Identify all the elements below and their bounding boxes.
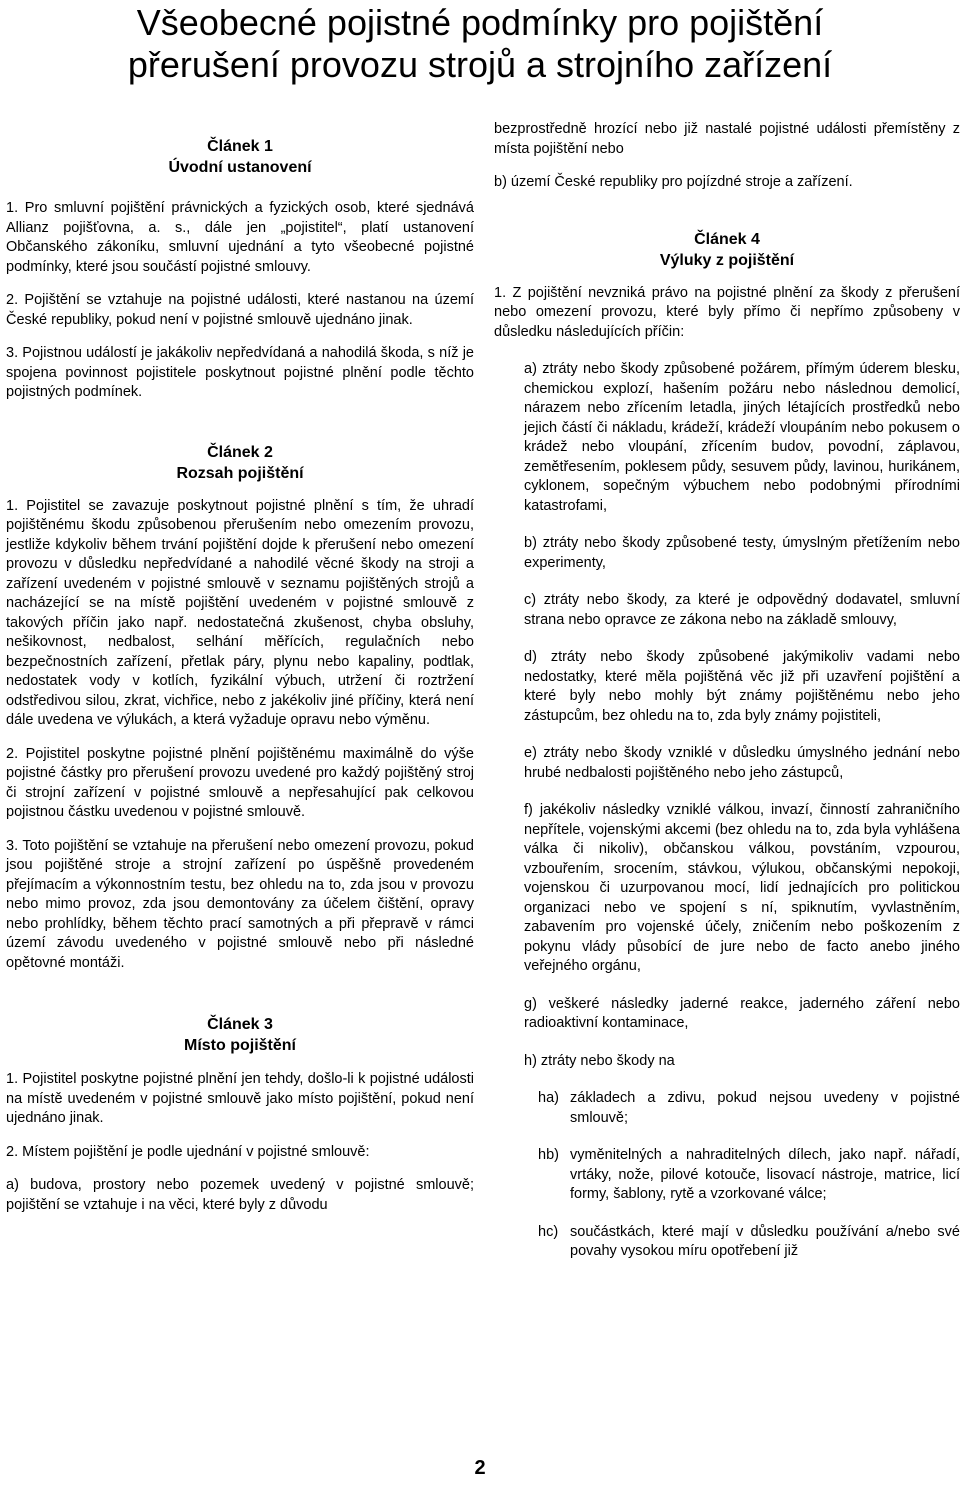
- article-3-item-b: b) území České republiky pro pojízdné stroje a zařízení.: [494, 174, 853, 190]
- article-2-name: Rozsah pojištění: [176, 464, 304, 482]
- exclusion-g: g) veškeré následky jaderné reakce, jaderného záření nebo radioaktivní kontaminace,: [524, 995, 960, 1031]
- article-1-number: Článek 1: [207, 138, 273, 155]
- article-4-heading: [494, 229, 960, 271]
- page-number: 2: [474, 1457, 486, 1479]
- article-1-paragraph-2: 2. Pojištění se vztahuje na pojistné události, které nastanou na území České republiky, pokud není v pojistné smlouvě ujednáno jinak.: [6, 292, 474, 328]
- article-3-paragraph-2a: a) budova, prostory nebo pozemek uvedený v pojistné smlouvě; pojištění se vztahuje i na věci, které byly z důvodu: [6, 1177, 474, 1213]
- exclusion-hc-label: hc): [538, 1223, 559, 1240]
- article-2-heading: [6, 442, 474, 484]
- article-1-heading: [6, 136, 474, 178]
- article-1-paragraph-1: 1. Pro smluvní pojištění právnických a fyzických osob, které sjednává Allianz pojišťovna, a. s., dále jen „pojistitel“, platí ustanovení Občanského zákoníku, smluvní ujednání a tyto všeobecné pojistné podmínky, které jsou součástí pojistné smlouvy.: [6, 200, 474, 275]
- continued-paragraph: bezprostředně hrozící nebo již nastalé pojistné události přemístěny z místa pojištění nebo: [494, 121, 960, 157]
- article-4-number: Článek 4: [694, 230, 760, 248]
- article-1-paragraph-3: 3. Pojistnou událostí je jakákoliv nepředvídaná a nahodilá škoda, s níž je spojena povinnost pojistitele poskytnout pojistné plnění podle těchto pojistných podmínek.: [6, 345, 474, 400]
- exclusion-hb: [538, 1146, 960, 1205]
- exclusion-b: b) ztráty nebo škody způsobené testy, úmyslným přetížením nebo experimenty,: [524, 535, 960, 571]
- title-line-2: přerušení provozu strojů a strojního zařízení: [127, 44, 833, 85]
- article-3-heading: [6, 1014, 474, 1056]
- article-2-paragraph-2: 2. Pojistitel poskytne pojistné plnění pojištěnému maximálně do výše pojistné částky pro přerušení provozu uvedené pro každý pojištěný stroj či strojní zařízení v pojistné smlouvě a nepřesahující pak celkovou pojistnou částku uvedenou v pojistné smlouvě.: [6, 745, 474, 820]
- article-2-paragraph-3: 3. Toto pojištění se vztahuje na přerušení nebo omezení provozu, pokud jsou pojištěné stroje a strojní zařízení po úspěšně provedeném přejímacím a výkonnostním testu, bez ohledu na to, zda jsou v provozu nebo mimo provoz, zda jsou demontovány za účelem čištění, opravy nebo prohlídky, během těchto prací samotných a při přepravě v rámci území závodu uvedeného v pojistné smlouvě nebo při následné opětovné montáži.: [6, 837, 474, 971]
- exclusion-c: c) ztráty nebo škody, za které je odpovědný dodavatel, smluvní strana nebo opravce ze zákona nebo na základě smlouvy,: [524, 592, 960, 628]
- exclusion-hb-label: hb): [538, 1147, 559, 1163]
- article-4-name: Výluky z pojištění: [659, 251, 795, 269]
- article-3-name: Místo pojištění: [184, 1037, 296, 1054]
- article-2-number: Článek 2: [207, 443, 273, 461]
- article-3-number: Článek 3: [207, 1016, 273, 1033]
- exclusion-e: e) ztráty nebo škody vzniklé v důsledku úmyslného jednání nebo hrubé nedbalosti pojištěného nebo jeho zástupců,: [524, 745, 960, 781]
- exclusion-ha: [538, 1089, 960, 1128]
- article-2-paragraph-1: 1. Pojistitel se zavazuje poskytnout pojistné plnění s tím, že uhradí pojištěnému škodu způsobenou přerušením nebo omezením provozu, jestliže kdykoliv během trvání pojištění dojde k přerušení nebo omezení provozu v důsledku nepředvídané a nahodilé věcné škody na stroji a zařízení uvedeném v pojistné smlouvě v seznamu pojištěných strojů a nacházející se na místě pojištění uvedeném v pojistné smlouvě z takových příčin jako např. nedostatečná zkušenost, chyba obsluhy, nešikovnost, nedbalost, selhání měřících, regulačních nebo bezpečnostních zařízení, přetlak páry, plynu nebo kapaliny, podtlak, nedostatek vody v kotlích, fyzikální výbuch, utržení či roztržení odstředivou silou, zkrat, vichřice, nebo z jakékoliv jiné příčiny, která není dále uvedena ve výlukách, a která vyžaduje opravu nebo výměnu.: [6, 497, 474, 728]
- exclusion-f: f) jakékoliv následky vzniklé válkou, invazí, činností zahraničního nepřítele, vojenskými akcemi (bez ohledu na to, zda byla vyhlášena válka či nikoliv), občanskou válkou, povstáním, vzpourou, vzbouřením, srocením, stávkou, výlukou, občanskými nepokoji, vojenskou či uzurpovanou mocí, lidí jednajících pro politickou organizaci nebo ve spojení s ní, spiknutím, vyvlastněním, zabavením pro vojenské účely, zničením nebo poškozením z pokynu vlády působící de jure nebo de facto anebo jiného veřejného orgánu,: [524, 802, 960, 974]
- document-title: [0, 2, 960, 86]
- article-3-paragraph-2: 2. Místem pojištění je podle ujednání v pojistné smlouvě:: [6, 1143, 370, 1160]
- exclusion-ha-label: ha): [538, 1090, 559, 1106]
- article-1-name: Úvodní ustanovení: [168, 159, 312, 176]
- right-column: [494, 120, 960, 1262]
- exclusion-hc-text: součástkách, které mají v důsledku používání a/nebo své povahy vysokou míru opotřebení již: [570, 1223, 960, 1259]
- article-4-paragraph-1: 1. Z pojištění nevzniká právo na pojistné plnění za škody z přerušení nebo omezení provozu, které byly přímo či nepřímo způsobeny v důsledku následujících příčin:: [494, 284, 960, 340]
- exclusion-hb-text: vyměnitelných a nahraditelných dílech, jako např. nářadí, vrtáky, nože, pilové kotouče, lisovací nástroje, matrice, licí formy, šablony, rytě a vzorkované válce;: [570, 1147, 960, 1202]
- article-3-paragraph-1: 1. Pojistitel poskytne pojistné plnění jen tehdy, došlo-li k pojistné události na místě uvedeném v pojistné smlouvě jako místo pojištění, pokud není ujednáno jinak.: [6, 1071, 474, 1126]
- title-line-1: Všeobecné pojistné podmínky pro pojištění: [136, 2, 824, 43]
- exclusion-hc: [538, 1223, 960, 1262]
- exclusion-ha-text: základech a zdivu, pokud nejsou uvedeny v pojistné smlouvě;: [570, 1090, 960, 1126]
- exclusion-d: d) ztráty nebo škody způsobené jakýmikoliv vadami nebo nedostatky, které měla pojištěná věc již při uzavření pojištění a které byly nebo mohly být známy pojištěnému nebo jeho zástupcům, bez ohledu na to, zda byly známy pojistiteli,: [524, 649, 960, 724]
- exclusion-h: h) ztráty nebo škody na: [524, 1052, 675, 1069]
- left-column: [6, 118, 474, 1215]
- exclusion-a: a) ztráty nebo škody způsobené požárem, přímým úderem blesku, chemickou explozí, hašením požáru nebo následnou demolicí, nárazem nebo zřícením letadla, jiných létajících prostředků nebo jejich částí či nákladu, krádeží, krádeží vloupáním nebo pokusem o krádež nebo vloupání, zřícením budov, povodní, záplavou, zemětřesením, poklesem půdy, sesuvem půdy, lavinou, hurikánem, cyklonem, sopečným výbuchem nebo podobnými přírodními katastrofami,: [524, 361, 960, 514]
